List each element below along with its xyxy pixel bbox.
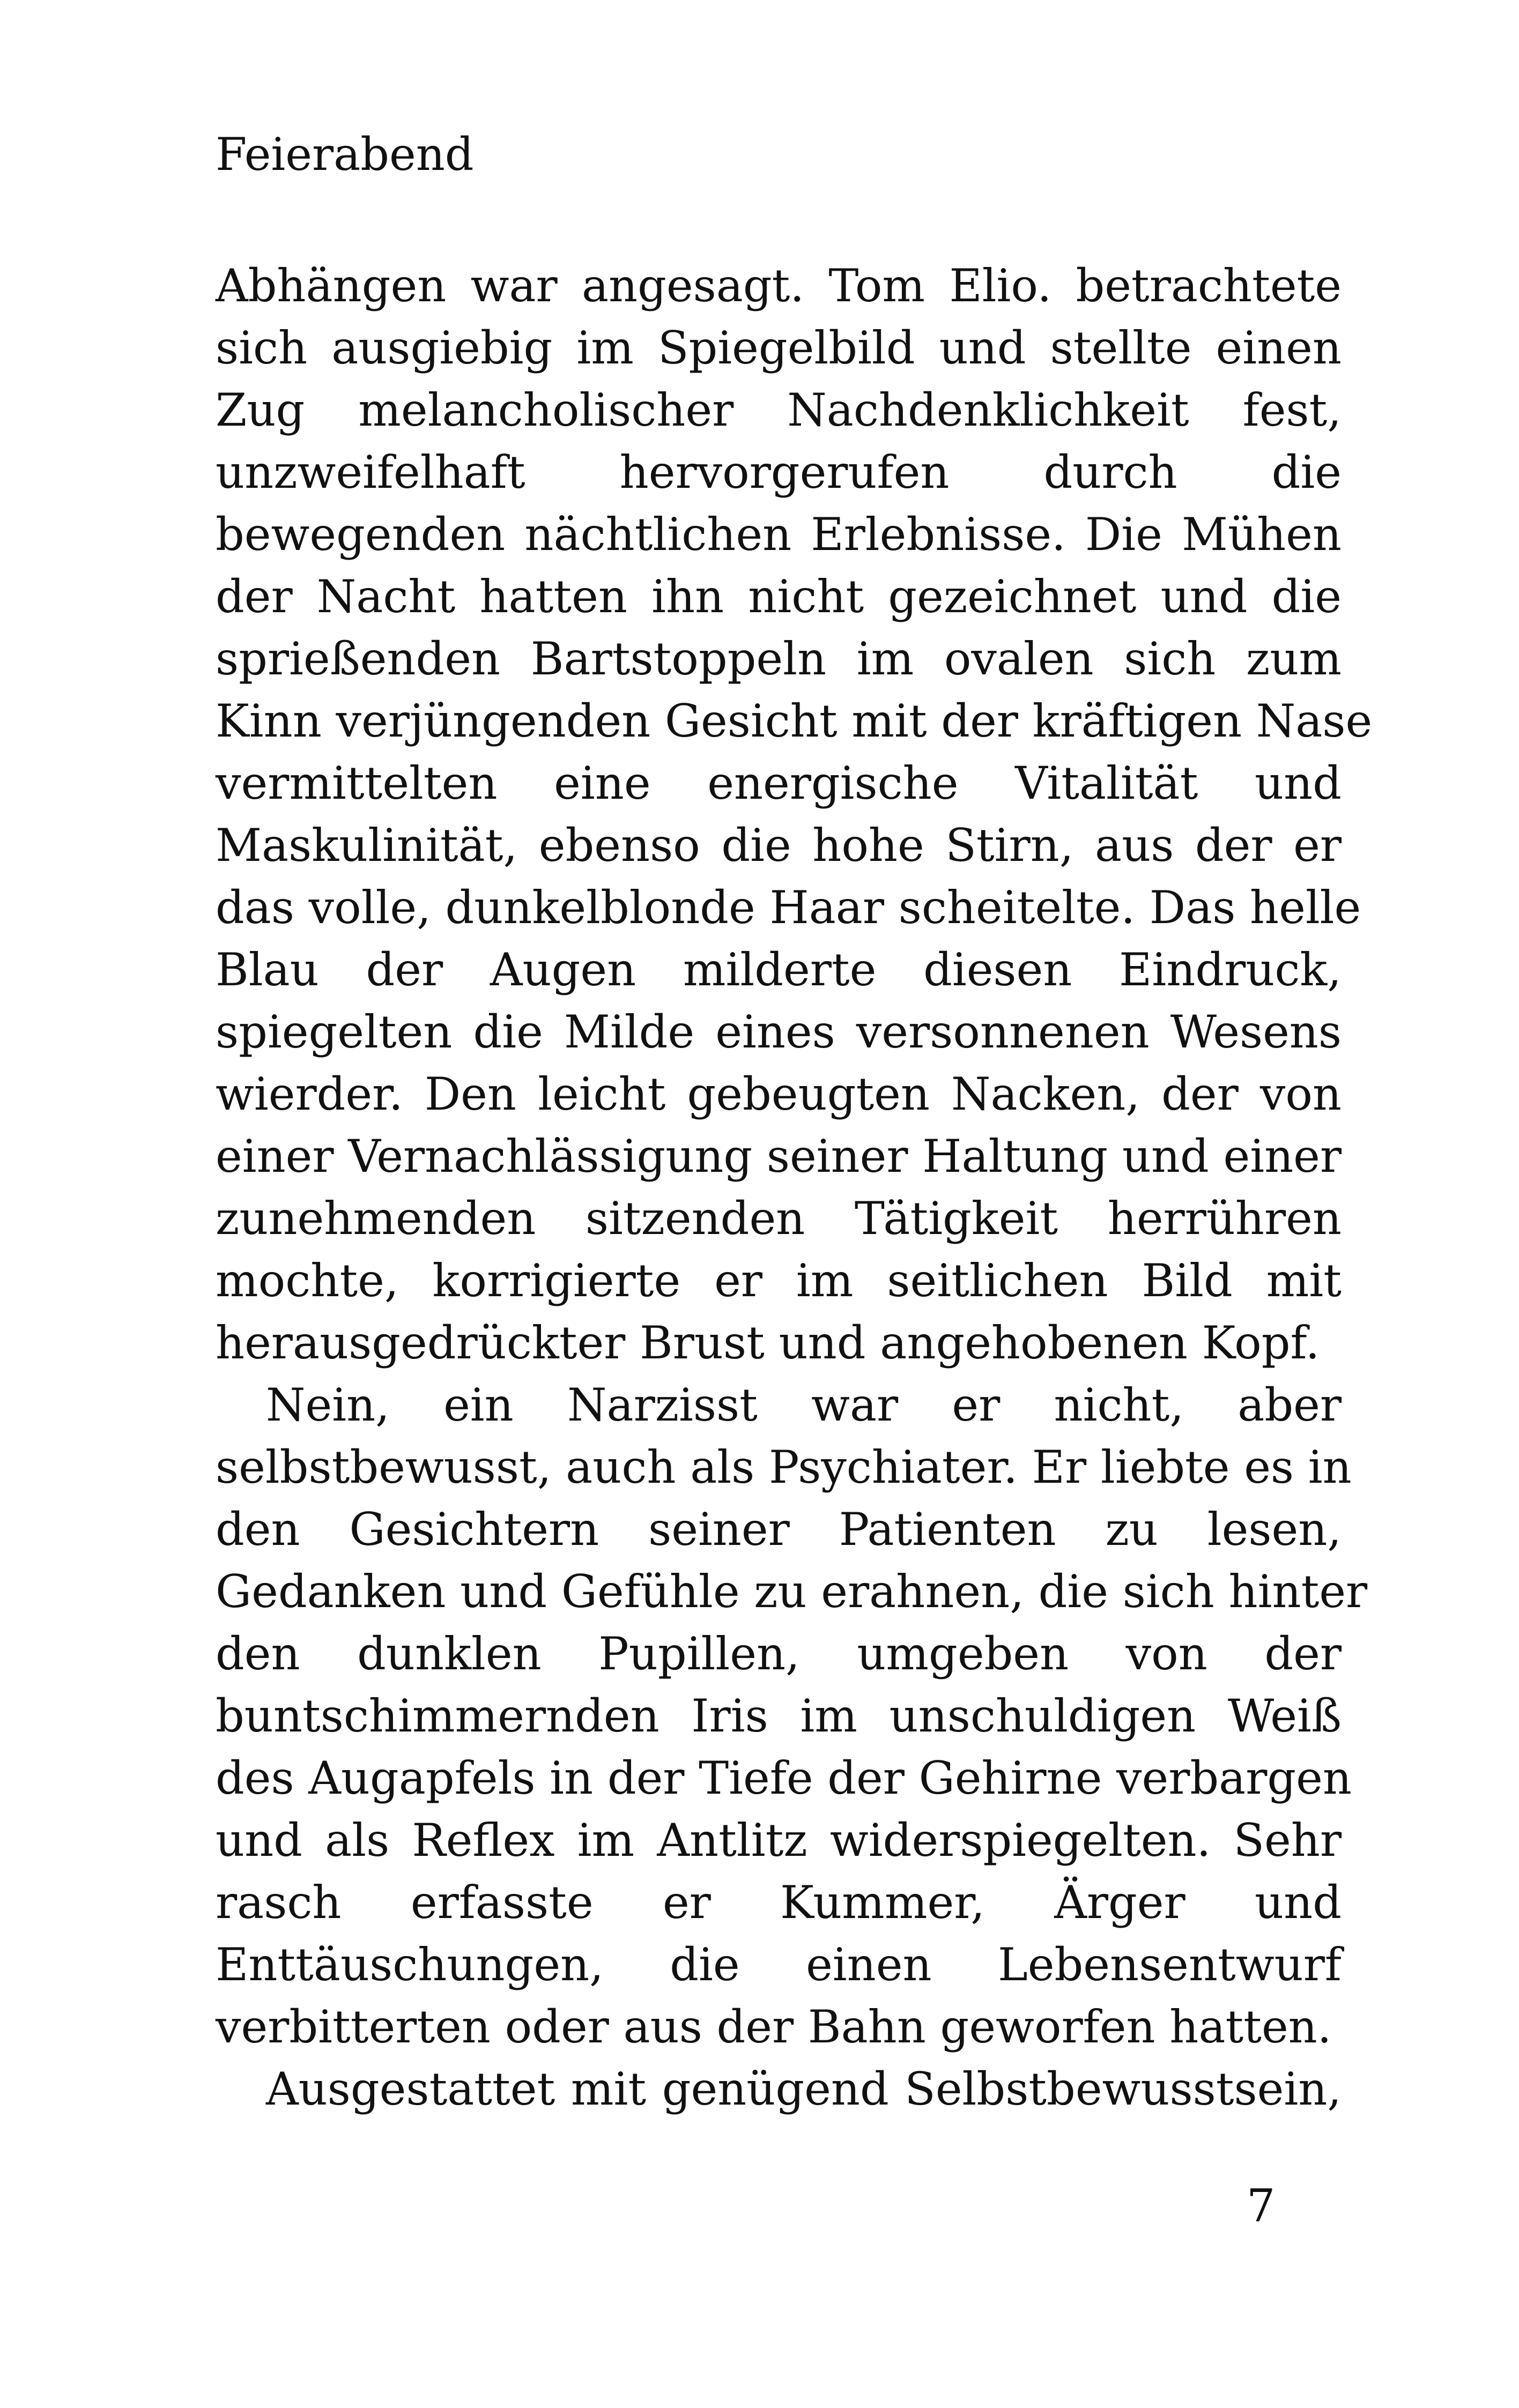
text-line: des Augapfels in der Tiefe der Gehirne verbargen xyxy=(216,1752,1352,1804)
body-text xyxy=(216,255,1373,2120)
text-line: selbstbewusst, auch als Psychiater. Er liebte es in xyxy=(216,1441,1352,1493)
text-line: Ausgestattet mit genügend Selbstbewusstsein, xyxy=(266,2063,1342,2115)
text-line: Abhängen war angesagt. Tom Elio. betrachtete xyxy=(216,259,1342,312)
text-line: spiegelten die Milde eines versonnenen Wesens xyxy=(216,1006,1342,1058)
text-line: Maskulinität, ebenso die hohe Stirn, aus der er xyxy=(216,819,1342,872)
running-header: Feierabend xyxy=(216,128,474,181)
text-line: Nein, ein Narzisst war er nicht, aber xyxy=(266,1379,1342,1431)
text-line: Enttäuschungen, die einen Lebensentwurf xyxy=(216,1938,1342,1991)
text-line: sich ausgiebig im Spiegelbild und stellte einen xyxy=(216,322,1342,374)
text-line: buntschimmernden Iris im unschuldigen Weiß xyxy=(216,1690,1342,1742)
text-line: verbitterten oder aus der Bahn geworfen hatten. xyxy=(216,2001,1332,2053)
text-line: Kinn verjüngenden Gesicht mit der kräftigen Nase xyxy=(216,695,1373,747)
text-line: der Nacht hatten ihn nicht gezeichnet und die xyxy=(216,570,1342,623)
text-line: mochte, korrigierte er im seitlichen Bild mit xyxy=(216,1254,1342,1307)
text-line: rasch erfasste er Kummer, Ärger und xyxy=(216,1876,1342,1929)
text-line: unzweifelhaft hervorgerufen durch die xyxy=(216,446,1342,499)
text-line: Gedanken und Gefühle zu erahnen, die sich hinter xyxy=(216,1565,1368,1618)
text-line: wierder. Den leicht gebeugten Nacken, der von xyxy=(216,1068,1342,1120)
paragraph xyxy=(216,255,1373,1374)
text-line: herausgedrückter Brust und angehobenen Kopf. xyxy=(216,1317,1320,1369)
page-number: 7 xyxy=(1247,2180,1276,2232)
paragraph xyxy=(216,2058,1342,2120)
text-line: Blau der Augen milderte diesen Eindruck, xyxy=(216,943,1342,996)
text-line: einer Vernachlässigung seiner Haltung und einer xyxy=(216,1130,1342,1183)
text-line: Zug melancholischer Nachdenklichkeit fest, xyxy=(216,384,1342,436)
text-line: den Gesichtern seiner Patienten zu lesen, xyxy=(216,1503,1342,1556)
text-line: den dunklen Pupillen, umgeben von der xyxy=(216,1627,1342,1680)
text-line: vermittelten eine energische Vitalität und xyxy=(216,757,1342,809)
paragraph xyxy=(216,1374,1368,2058)
text-line: sprießenden Bartstoppeln im ovalen sich zum xyxy=(216,633,1342,685)
text-line: bewegenden nächtlichen Erlebnisse. Die Mühen xyxy=(216,508,1342,561)
text-line: zunehmenden sitzenden Tätigkeit herrühren xyxy=(216,1192,1342,1245)
text-line: und als Reflex im Antlitz widerspiegelten. Sehr xyxy=(216,1814,1342,1867)
text-line: das volle, dunkelblonde Haar scheitelte. Das helle xyxy=(216,881,1361,934)
